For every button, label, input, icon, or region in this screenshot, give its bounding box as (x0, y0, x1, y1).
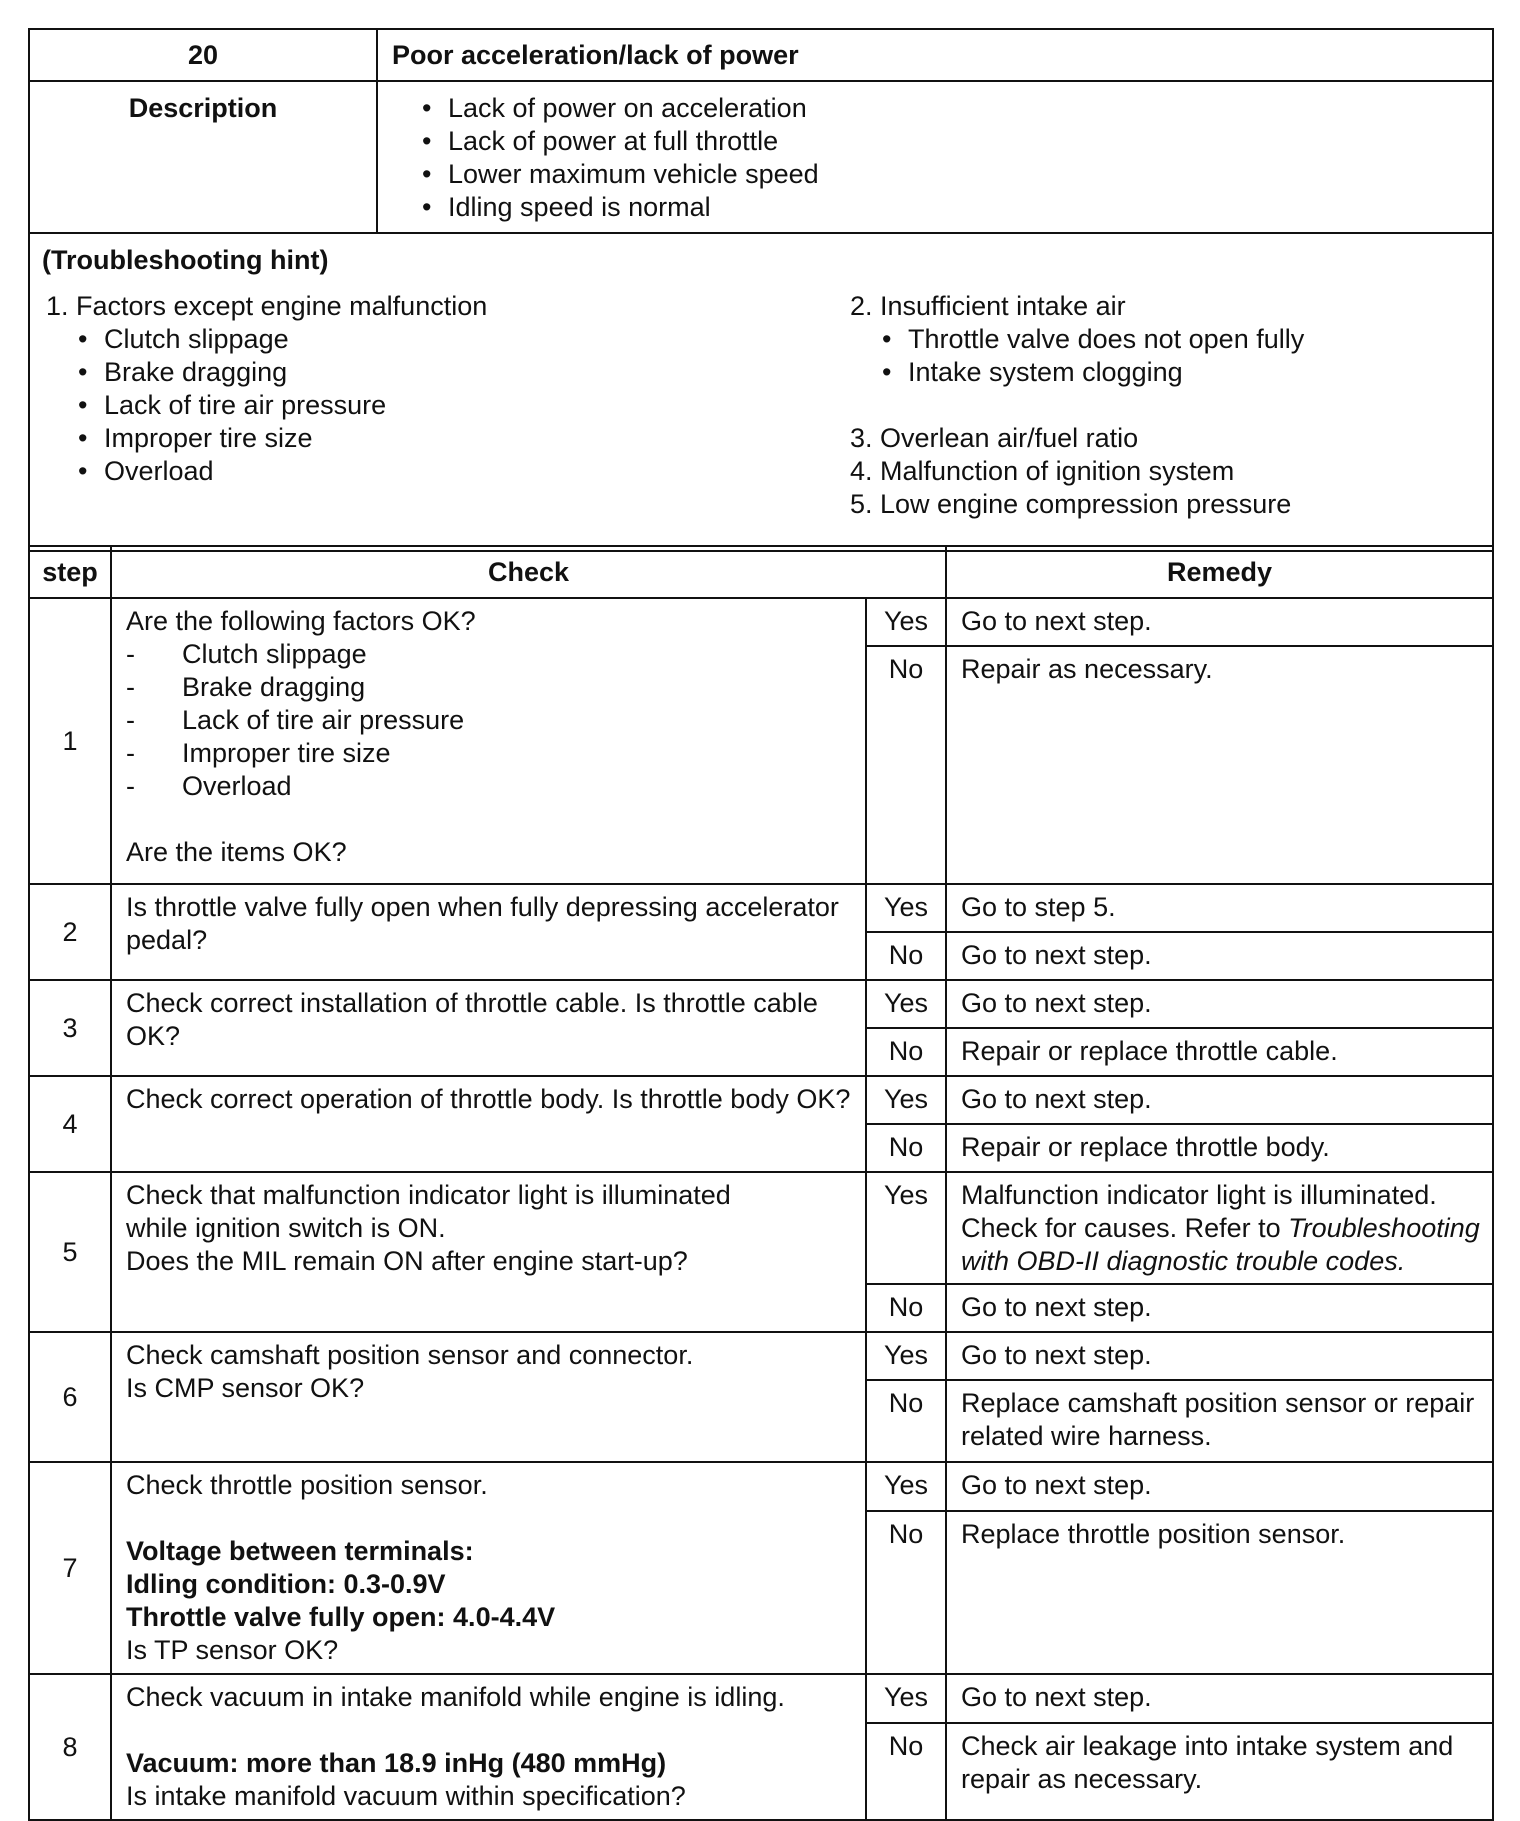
remedy-yes: Go to next step. (946, 1674, 1493, 1723)
step-row-8 (29, 1674, 1493, 1723)
step-check: Is throttle valve fully open when fully depressing accelerator pedal? (111, 884, 866, 980)
step-number: 3 (29, 980, 111, 1076)
hint-subitem: • Lack of tire air pressure (74, 389, 487, 422)
remedy-no: Go to next step. (946, 1284, 1493, 1332)
hint-subitem: • Improper tire size (74, 422, 487, 455)
description-item: • Lack of power at full throttle (418, 125, 1492, 158)
description-item: • Lower maximum vehicle speed (418, 158, 1492, 191)
hint-subitem: • Overload (74, 455, 487, 488)
hint-title: (Troubleshooting hint) (42, 245, 329, 275)
check-text: Check vacuum in intake manifold while engine is idling. (126, 1682, 785, 1712)
remedy-yes: Go to next step. (946, 980, 1493, 1028)
remedy-no: Replace throttle position sensor. (946, 1511, 1493, 1674)
yes-label: Yes (866, 1076, 946, 1124)
no-label: No (866, 1380, 946, 1462)
step-check (111, 1172, 866, 1332)
check-text: Is TP sensor OK? (126, 1635, 339, 1665)
hint-item-4: 4. Malfunction of ignition system (850, 456, 1235, 486)
spec-text: Voltage between terminals: (126, 1536, 474, 1566)
col-remedy-header: Remedy (946, 546, 1493, 598)
description-list (377, 81, 1493, 233)
col-step-header: step (29, 546, 111, 598)
hint-column-1 (46, 290, 487, 488)
check-list-item: - Brake dragging (126, 671, 855, 704)
check-text: Is intake manifold vacuum within specification? (126, 1781, 686, 1811)
step-row-1 (29, 598, 1493, 646)
remedy-no: Replace camshaft position sensor or repair related wire harness. (946, 1380, 1493, 1462)
spec-text: Vacuum: more than 18.9 inHg (480 mmHg) (126, 1748, 667, 1778)
step-row-3 (29, 980, 1493, 1028)
col-check-header: Check (111, 546, 946, 598)
check-text: Check throttle position sensor. (126, 1470, 488, 1500)
check-list-item: - Lack of tire air pressure (126, 704, 855, 737)
yes-label: Yes (866, 598, 946, 646)
hint-item-2: 2. Insufficient intake air (850, 291, 1126, 321)
remedy-no: Go to next step. (946, 932, 1493, 980)
hint-subitem: • Intake system clogging (878, 356, 1304, 389)
yes-label: Yes (866, 884, 946, 932)
description-item: • Lack of power on acceleration (418, 92, 1492, 125)
step-row-7 (29, 1462, 1493, 1511)
step-row-4 (29, 1076, 1493, 1124)
steps-table (28, 545, 1494, 1821)
step-number: 2 (29, 884, 111, 980)
step-number: 6 (29, 1332, 111, 1462)
remedy-no: Check air leakage into intake system and repair as necessary. (946, 1723, 1493, 1820)
symptom-title: Poor acceleration/lack of power (377, 29, 1493, 81)
remedy-no: Repair or replace throttle cable. (946, 1028, 1493, 1076)
no-label: No (866, 1284, 946, 1332)
description-label: Description (29, 81, 377, 233)
hint-item-1: 1. Factors except engine malfunction (46, 291, 488, 321)
no-label: No (866, 932, 946, 980)
step-number: 5 (29, 1172, 111, 1332)
remedy-yes: Go to next step. (946, 1076, 1493, 1124)
step-check (111, 1462, 866, 1674)
yes-label: Yes (866, 980, 946, 1028)
yes-label: Yes (866, 1674, 946, 1723)
step-number: 1 (29, 598, 111, 884)
hint-subitem: • Throttle valve does not open fully (878, 323, 1304, 356)
check-list-item: - Clutch slippage (126, 638, 855, 671)
step-check: Check correct installation of throttle cable. Is throttle cable OK? (111, 980, 866, 1076)
step-row-2 (29, 884, 1493, 932)
step-row-6 (29, 1332, 1493, 1380)
check-text: Does the MIL remain ON after engine start-up? (126, 1246, 688, 1276)
step-number: 8 (29, 1674, 111, 1820)
check-text: Are the following factors OK? (126, 606, 476, 636)
yes-label: Yes (866, 1332, 946, 1380)
symptom-number: 20 (29, 29, 377, 81)
remedy-yes: Go to next step. (946, 1332, 1493, 1380)
remedy-yes: Go to next step. (946, 1462, 1493, 1511)
check-text: Are the items OK? (126, 837, 347, 867)
yes-label: Yes (866, 1172, 946, 1284)
yes-label: Yes (866, 1462, 946, 1511)
hint-subitem: • Brake dragging (74, 356, 487, 389)
check-text: while ignition switch is ON. (126, 1213, 446, 1243)
step-number: 7 (29, 1462, 111, 1674)
remedy-yes (946, 1172, 1493, 1284)
symptom-table (28, 28, 1494, 552)
hint-subitem: • Clutch slippage (74, 323, 487, 356)
hint-item-5: 5. Low engine compression pressure (850, 489, 1292, 519)
step-check (111, 1332, 866, 1462)
step-check (111, 598, 866, 884)
hint-item-3: 3. Overlean air/fuel ratio (850, 423, 1139, 453)
step-check: Check correct operation of throttle body. Is throttle body OK? (111, 1076, 866, 1172)
step-check (111, 1674, 866, 1820)
check-list-item: - Improper tire size (126, 737, 855, 770)
remedy-yes: Go to next step. (946, 598, 1493, 646)
no-label: No (866, 1124, 946, 1172)
step-row-5 (29, 1172, 1493, 1284)
check-text: Check that malfunction indicator light is illuminated (126, 1180, 731, 1210)
spec-text: Throttle valve fully open: 4.0-4.4V (126, 1602, 556, 1632)
no-label: No (866, 1511, 946, 1674)
remedy-no: Repair as necessary. (946, 646, 1493, 884)
step-number: 4 (29, 1076, 111, 1172)
remedy-reference: Troubleshooting with OBD-II diagnostic trouble codes. (961, 1213, 1480, 1276)
remedy-no: Repair or replace throttle body. (946, 1124, 1493, 1172)
hint-column-2 (850, 290, 1304, 521)
no-label: No (866, 646, 946, 884)
check-text: Is CMP sensor OK? (126, 1373, 365, 1403)
description-item: • Idling speed is normal (418, 191, 1492, 224)
check-list-item: - Overload (126, 770, 855, 803)
remedy-text: Malfunction indicator light is illuminated. Check for causes. Refer to (961, 1180, 1437, 1243)
spec-text: Idling condition: 0.3-0.9V (126, 1569, 446, 1599)
remedy-yes: Go to step 5. (946, 884, 1493, 932)
troubleshooting-hint (29, 233, 1493, 551)
check-text: Check camshaft position sensor and connector. (126, 1340, 694, 1370)
no-label: No (866, 1723, 946, 1820)
no-label: No (866, 1028, 946, 1076)
